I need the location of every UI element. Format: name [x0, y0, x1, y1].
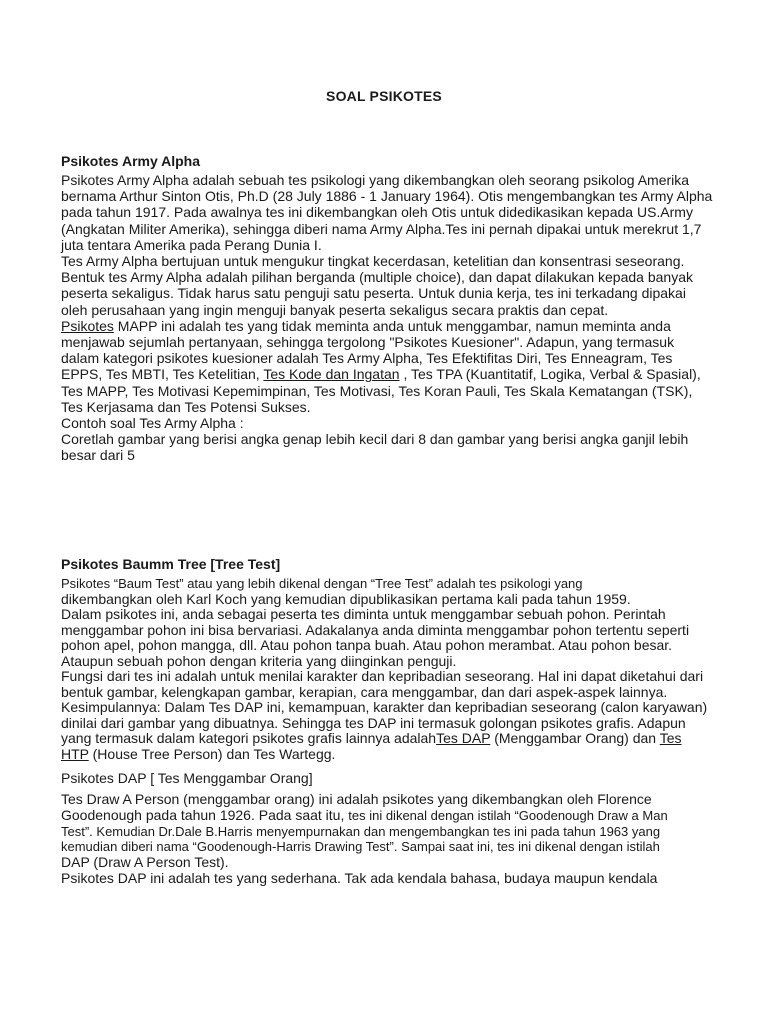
paragraph-line: [61, 747, 741, 763]
section-heading-army-alpha: Psikotes Army Alpha: [61, 153, 201, 169]
paragraph-line: dinilai dari gambar yang dibuatnya. Sehingga tes DAP ini termasuk golongan psikotes grafis. Adapun: [61, 714, 686, 731]
paragraph-line: Tes Kerjasama dan Tes Potensi Sukses.: [61, 398, 311, 415]
paragraph-line: Fungsi dari tes ini adalah untuk menilai karakter dan kepribadian seseorang. Hal ini dapat diketahui dari: [61, 668, 704, 684]
paragraph-text: tes ini dikenal dengan istilah “Goodenough Draw a Man: [348, 807, 668, 823]
htp-link[interactable]: HTP: [61, 745, 89, 762]
paragraph-text: MAPP ini adalah tes yang tidak meminta anda untuk menggambar, namun meminta anda: [113, 317, 671, 334]
section-body-tree-test: [61, 576, 741, 762]
paragraph-line: Psikotes Army Alpha adalah sebuah tes psikologi yang dikembangkan oleh seorang psikolog Amerika: [61, 172, 690, 188]
paragraph-line: Psikotes DAP ini adalah tes yang sederhana. Tak ada kendala bahasa, budaya maupun kendala: [61, 869, 658, 886]
paragraph-line: peserta sekaligus. Tidak harus satu penguji satu peserta. Untuk dunia kerja, tes ini terkadang dipakai: [61, 285, 686, 302]
paragraph-line: Kesimpulannya: Dalam Tes DAP ini, kemampuan, karakter dan kepribadian seseorang (calon karyawan): [61, 699, 708, 715]
paragraph-line: menggambar pohon ini bisa bervariasi. Adakalanya anda diminta menggambar pohon tertentu seperti: [61, 621, 690, 638]
paragraph-line: pada tahun 1917. Pada awalnya tes ini dikembangkan oleh Otis untuk didedikasikan kepada US.Army: [61, 204, 693, 221]
paragraph-line: kemudian diberi nama “Goodenough-Harris Drawing Test”. Sampai saat ini, tes ini dikenal dengan istilah: [61, 839, 660, 855]
paragraph-line: [61, 366, 741, 382]
tes-dap-link[interactable]: Tes DAP: [436, 730, 491, 746]
section-body-army-alpha: [61, 172, 741, 464]
paragraph-line: [61, 731, 741, 747]
paragraph-line: juta tentara Amerika pada Perang Dunia I.: [61, 236, 322, 253]
paragraph-line: Tes Army Alpha bertujuan untuk mengukur tingkat kecerdasan, ketelitian dan konsentrasi seseorang.: [61, 253, 685, 270]
paragraph-line: pohon apel, pohon mangga, dll. Atau pohon tanpa buah. Atau pohon merambat. Atau pohon besar.: [61, 637, 673, 653]
tes-htp-link[interactable]: Tes: [659, 730, 682, 746]
section-heading-dap: Psikotes DAP [ Tes Menggambar Orang]: [61, 770, 313, 786]
paragraph-line: [61, 318, 741, 334]
paragraph-line: bentuk gambar, kelengkapan gambar, kerapian, cara menggambar, dan dari aspek-aspek lainnya.: [61, 683, 668, 700]
paragraph-line: dalam kategori psikotes kuesioner adalah Tes Army Alpha, Tes Efektifitas Diri, Tes Enneagram, Tes: [61, 350, 673, 367]
section-body-dap: [61, 792, 741, 887]
paragraph-line: Tes MAPP, Tes Motivasi Kepemimpinan, Tes Motivasi, Tes Koran Pauli, Tes Skala Kematangan (TSK),: [61, 382, 693, 399]
paragraph-line: Bentuk tes Army Alpha adalah pilihan berganda (multiple choice), dan dapat dilakukan kepada banyak: [61, 269, 693, 286]
paragraph-line: oleh perusahaan yang ingin menguji banyak peserta sekaligus secara praktis dan cepat.: [61, 301, 609, 318]
paragraph-line: Dalam psikotes ini, anda sebagai peserta tes diminta untuk menggambar sebuah pohon. Perintah: [61, 606, 666, 622]
paragraph-text: Goodenough pada tahun 1926. Pada saat itu,: [61, 806, 349, 823]
tes-kode-dan-ingatan-link[interactable]: Tes Kode dan Ingatan: [263, 366, 400, 383]
paragraph-text: , Tes TPA (Kuantitatif, Logika, Verbal & Spasial),: [399, 366, 701, 383]
paragraph-text: EPPS, Tes MBTI, Tes Ketelitian,: [61, 366, 264, 383]
paragraph-line: bernama Arthur Sinton Otis, Ph.D (28 July 1886 - 1 January 1964). Otis mengembangkan tes Army Alpha: [61, 188, 713, 205]
paragraph-text: (Menggambar Orang) dan: [490, 730, 660, 746]
section-heading-dap-block: [61, 770, 741, 787]
psikotes-link[interactable]: Psikotes: [61, 317, 114, 334]
paragraph-line: [61, 808, 741, 824]
paragraph-line: menjawab sejumlah pertanyaan, sehingga tergolong "Psikotes Kuesioner". Adapun, yang termasuk: [61, 334, 675, 351]
paragraph-line: Psikotes “Baum Test” atau yang lebih dikenal dengan “Tree Test” adalah tes psikologi yang: [61, 576, 583, 591]
paragraph-line: Contoh soal Tes Army Alpha :: [61, 415, 244, 432]
paragraph-line: Coretlah gambar yang berisi angka genap lebih kecil dari 8 dan gambar yang berisi angka ganjil lebih: [61, 431, 689, 448]
paragraph-line: Test”. Kemudian Dr.Dale B.Harris menyempurnakan dan mengembangkan tes ini pada tahun 1963 yang: [61, 823, 661, 839]
paragraph-line: Tes Draw A Person (menggambar orang) ini adalah psikotes yang dikembangkan oleh Florence: [61, 791, 652, 807]
paragraph-line: Ataupun sebuah pohon dengan kriteria yang diinginkan penguji.: [61, 652, 457, 669]
paragraph-text: (House Tree Person) dan Tes Wartegg.: [88, 745, 336, 762]
paragraph-line: dikembangkan oleh Karl Koch yang kemudian dipublikasikan pertama kali pada tahun 1959.: [61, 590, 631, 607]
paragraph-line: DAP (Draw A Person Test).: [61, 854, 229, 871]
paragraph-text: yang termasuk dalam kategori psikotes grafis lainnya adalah: [61, 730, 437, 746]
document-title: SOAL PSIKOTES: [326, 88, 442, 104]
paragraph-line: besar dari 5: [61, 447, 135, 464]
paragraph-line: (Angkatan Militer Amerika), sehingga diberi nama Army Alpha.Tes ini pernah dipakai untuk merekrut 1,7: [61, 220, 702, 237]
section-heading-tree-test: Psikotes Baumm Tree [Tree Test]: [61, 556, 281, 572]
